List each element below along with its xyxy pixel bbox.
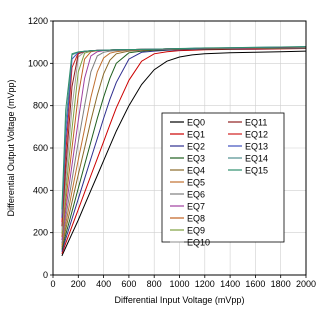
x-tick-label: 400 bbox=[96, 279, 112, 289]
legend-label-eq15: EQ15 bbox=[245, 165, 269, 176]
legend-label-eq1: EQ1 bbox=[187, 129, 206, 140]
x-tick-label: 1200 bbox=[194, 279, 215, 289]
legend-label-eq14: EQ14 bbox=[245, 153, 269, 164]
y-tick-label: 1000 bbox=[27, 58, 48, 69]
y-tick-label: 600 bbox=[32, 143, 48, 153]
legend-label-eq13: EQ13 bbox=[245, 141, 269, 152]
legend-label-eq2: EQ2 bbox=[187, 141, 206, 152]
x-tick-label: 1400 bbox=[220, 279, 241, 289]
y-tick-label: 200 bbox=[32, 227, 48, 238]
legend-label-eq12: EQ12 bbox=[245, 129, 269, 140]
legend-label-eq3: EQ3 bbox=[187, 153, 206, 164]
legend-label-eq5: EQ5 bbox=[187, 177, 206, 188]
x-tick-label: 200 bbox=[70, 279, 86, 289]
legend-label-eq6: EQ6 bbox=[187, 189, 206, 200]
legend-label-eq10: EQ10 bbox=[187, 237, 211, 248]
x-tick-label: 0 bbox=[50, 279, 56, 289]
legend-label-eq0: EQ0 bbox=[187, 117, 206, 128]
x-tick-label: 2000 bbox=[295, 279, 317, 289]
legend-label-eq4: EQ4 bbox=[187, 165, 206, 176]
y-axis-label: Differential Output Voltage (mVpp) bbox=[6, 79, 16, 217]
y-tick-label: 400 bbox=[32, 185, 48, 196]
legend bbox=[162, 113, 284, 248]
x-tick-label: 1600 bbox=[245, 279, 266, 289]
y-tick-label: 800 bbox=[32, 100, 48, 111]
x-tick-label: 1800 bbox=[270, 279, 291, 289]
y-tick-label: 0 bbox=[42, 270, 48, 280]
legend-label-eq9: EQ9 bbox=[187, 225, 206, 236]
legend-label-eq8: EQ8 bbox=[187, 213, 206, 224]
legend-label-eq7: EQ7 bbox=[187, 201, 206, 212]
x-tick-label: 800 bbox=[146, 279, 162, 289]
y-tick-label: 1200 bbox=[27, 16, 48, 26]
x-tick-label: 600 bbox=[121, 279, 137, 289]
legend-label-eq11: EQ11 bbox=[245, 117, 268, 128]
x-axis-label: Differential Input Voltage (mVpp) bbox=[114, 295, 245, 305]
x-tick-label: 1000 bbox=[169, 279, 190, 289]
